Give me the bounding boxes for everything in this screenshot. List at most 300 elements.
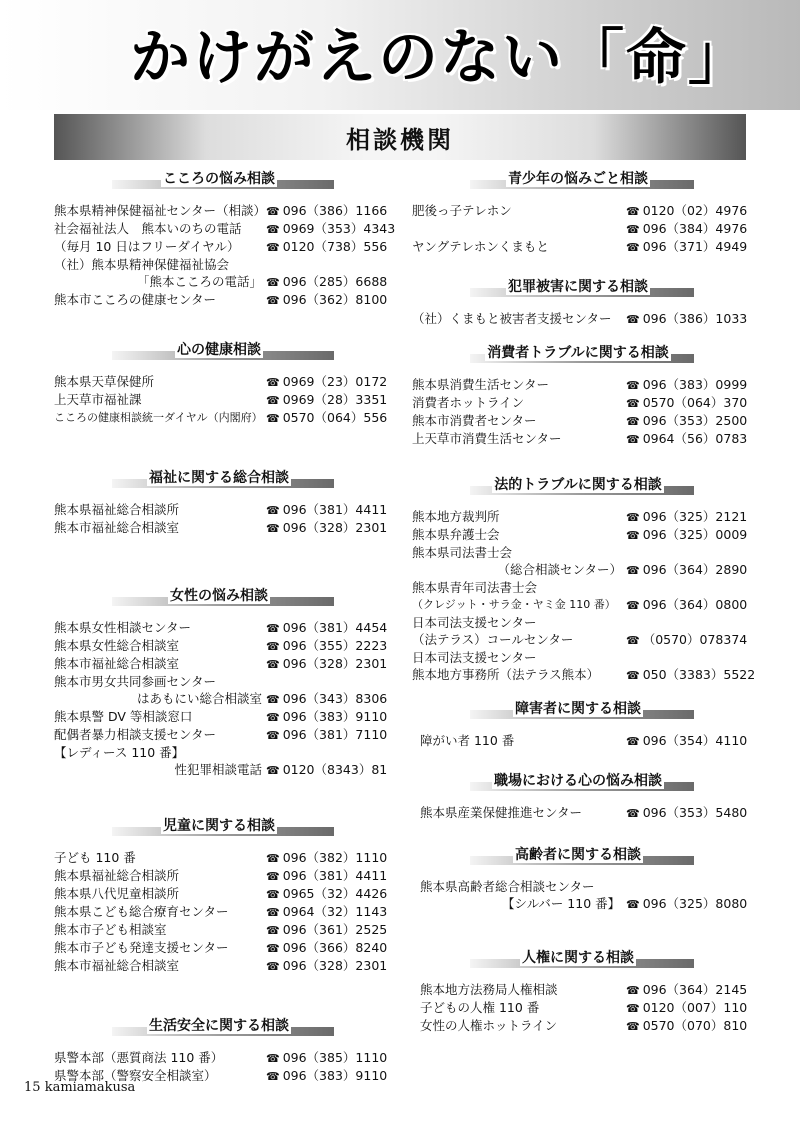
contact-phone (266, 238, 388, 256)
contact-row (412, 310, 748, 328)
contact-name: 熊本県高齢者総合相談センター (420, 879, 595, 894)
category-title-text: 犯罪被害に関する相談 (508, 279, 648, 295)
contact-name: （毎月 10 日はフリーダイヤル） (54, 239, 240, 254)
contact-name: 日本司法支援センター (412, 650, 537, 665)
phone-icon: ☎ (626, 599, 640, 612)
phone-icon: ☎ (626, 564, 640, 577)
phone-number: 0969（23）0172 (282, 374, 388, 389)
contact-name: 女性の人権ホットライン (420, 1018, 558, 1033)
phone-icon: ☎ (626, 735, 640, 748)
section-gap (412, 822, 744, 844)
contact-phone (626, 544, 744, 561)
section-gap (412, 256, 744, 276)
contact-name: 熊本地方裁判所 (412, 509, 500, 524)
contact-phone (266, 519, 388, 537)
phone-number: 0964（32）1143 (282, 904, 388, 919)
category-title-text: 女性の悩み相談 (170, 588, 268, 604)
contact-row (412, 981, 748, 999)
category-title (412, 698, 744, 718)
contact-row (412, 649, 744, 666)
contact-phone (266, 655, 388, 673)
phone-icon: ☎ (266, 412, 280, 425)
contact-row (412, 394, 748, 412)
phone-icon: ☎ (266, 376, 280, 389)
contact-row (412, 999, 748, 1017)
contact-phone (266, 921, 388, 939)
phone-number: 096（364）0800 (642, 597, 748, 612)
category-header (54, 168, 384, 194)
category-title-text: 生活安全に関する相談 (149, 1018, 289, 1034)
phone-number: 0120（02）4976 (642, 203, 748, 218)
contact-name: 熊本地方法務局人権相談 (420, 982, 558, 997)
phone-number: 096（383）9110 (282, 709, 388, 724)
page-title: かけがえのない「命」 (130, 23, 750, 93)
contact-phone (626, 412, 748, 430)
contact-name: 熊本県福祉総合相談所 (54, 868, 180, 883)
phone-number: 0120（8343）81 (282, 762, 388, 777)
contact-phone (266, 673, 384, 690)
contact-phone (626, 238, 748, 256)
phone-icon: ☎ (266, 870, 280, 883)
contact-row (412, 631, 748, 649)
contact-row (54, 1049, 388, 1067)
contact-row (54, 690, 388, 708)
contact-phone (266, 744, 384, 761)
category-header (54, 815, 384, 841)
category-title (412, 947, 744, 967)
phone-number: （0570）078374 (642, 632, 748, 647)
contact-name: 熊本県八代児童相談所 (54, 886, 180, 901)
contact-phone (626, 804, 748, 822)
contact-name: 熊本県警 DV 等相談窓口 (54, 709, 193, 724)
contact-phone (626, 614, 744, 631)
phone-number: 0120（007）110 (642, 1000, 748, 1015)
phone-icon: ☎ (266, 205, 280, 218)
category-header (412, 342, 744, 368)
contact-row (54, 726, 388, 744)
phone-number: 096（366）8240 (282, 940, 388, 955)
phone-icon: ☎ (626, 898, 640, 911)
phone-icon: ☎ (626, 529, 640, 542)
section-gap (412, 448, 744, 474)
contact-row (412, 804, 748, 822)
category-title (54, 467, 384, 487)
section-gap (412, 913, 744, 947)
contact-name: 熊本県天草保健所 (54, 374, 155, 389)
contact-phone (266, 939, 388, 957)
contact-row (412, 561, 748, 579)
contact-phone (266, 867, 388, 885)
category-header (412, 844, 744, 870)
contact-phone (626, 526, 748, 544)
phone-icon: ☎ (626, 415, 640, 428)
phone-icon: ☎ (266, 504, 280, 517)
phone-icon: ☎ (266, 276, 280, 289)
contact-row (412, 544, 744, 561)
phone-number: 0570（064）556 (282, 410, 388, 425)
right-column (412, 168, 756, 1035)
phone-icon: ☎ (266, 888, 280, 901)
contact-row (412, 412, 748, 430)
contact-row (54, 867, 388, 885)
category-header (412, 276, 744, 302)
phone-number: 0964（56）0783 (642, 431, 748, 446)
page-number: 15 (24, 1080, 41, 1095)
category-title-text: 人権に関する相談 (522, 950, 634, 966)
contact-row (54, 849, 388, 867)
phone-number: 096（384）4976 (642, 221, 748, 236)
phone-number: 096（285）6688 (282, 274, 388, 289)
contact-phone (266, 708, 388, 726)
contact-phone (626, 981, 748, 999)
contact-phone (266, 903, 388, 921)
contact-phone (266, 391, 388, 409)
category-title-text: 法的トラブルに関する相談 (494, 477, 662, 493)
contact-phone (626, 732, 748, 750)
contact-phone (266, 373, 388, 391)
contact-name: 熊本県こども総合療育センター (54, 904, 229, 919)
phone-number: 096（381）4411 (282, 502, 388, 517)
contact-phone (266, 637, 388, 655)
contact-row (412, 614, 744, 631)
phone-number: 050（3383）5522 (642, 667, 756, 682)
category-title (54, 168, 384, 188)
contact-phone (266, 1049, 388, 1067)
section-gap (54, 309, 384, 339)
contact-phone (626, 895, 748, 913)
contact-row (412, 878, 744, 895)
phone-icon: ☎ (266, 906, 280, 919)
contact-name: （クレジット・サラ金・ヤミ金 110 番） (412, 598, 616, 611)
contact-row (54, 939, 388, 957)
contact-phone (626, 508, 748, 526)
category-header (54, 339, 384, 365)
category-header (54, 467, 384, 493)
category-title (412, 844, 744, 864)
contact-row (412, 508, 748, 526)
category-title (412, 474, 744, 494)
phone-icon: ☎ (626, 511, 640, 524)
phone-icon: ☎ (266, 241, 280, 254)
contact-name: 配偶者暴力相談支援センター (54, 727, 217, 742)
contact-name: （社）くまもと被害者支援センター (412, 311, 612, 326)
contact-row (412, 526, 748, 544)
contact-name: 熊本県青年司法書士会 (412, 580, 538, 595)
category-title (412, 770, 744, 790)
contact-row (54, 501, 388, 519)
contact-name: 性犯罪相談電話 (174, 762, 262, 777)
contact-row (54, 903, 388, 921)
section-gap (412, 328, 744, 342)
contact-name: 熊本市福祉総合相談室 (54, 958, 180, 973)
phone-icon: ☎ (626, 223, 640, 236)
contact-phone (266, 885, 388, 903)
phone-number: 096（386）1166 (282, 203, 388, 218)
contact-row (412, 666, 756, 684)
contact-row (54, 708, 388, 726)
contact-name: 熊本市子ども相談室 (54, 922, 167, 937)
contact-phone (266, 957, 388, 975)
contact-phone (626, 376, 748, 394)
phone-number: 0969（28）3351 (282, 392, 388, 407)
contact-phone (626, 596, 748, 614)
section-title: 相談機関 (346, 125, 454, 154)
contact-name: 熊本県消費生活センター (412, 377, 550, 392)
contact-name: 社会福祉法人 熊本いのちの電話 (54, 221, 242, 236)
phone-icon: ☎ (626, 1002, 640, 1015)
contact-name: 熊本県司法書士会 (412, 545, 513, 560)
section-gap (54, 779, 384, 815)
section-banner (54, 114, 746, 160)
phone-number: 096（362）8100 (282, 292, 388, 307)
category-title (54, 585, 384, 605)
contact-row (54, 885, 388, 903)
contact-row (412, 895, 748, 913)
phone-icon: ☎ (266, 658, 280, 671)
contact-name: （総合相談センター） (497, 562, 622, 577)
contact-phone (266, 501, 388, 519)
contact-row (54, 519, 388, 537)
phone-icon: ☎ (266, 924, 280, 937)
contact-name: 熊本県精神保健福祉センター（相談） (54, 203, 266, 218)
phone-number: 096（353）2500 (642, 413, 748, 428)
contact-phone (266, 202, 388, 220)
contact-phone (626, 631, 748, 649)
phone-number: 096（371）4949 (642, 239, 748, 254)
phone-icon: ☎ (266, 1070, 280, 1083)
contact-row (54, 373, 388, 391)
brand-text: kamiamakusa (44, 1080, 136, 1095)
contact-phone (626, 394, 748, 412)
contact-name: 熊本市福祉総合相談室 (54, 656, 180, 671)
category-header (54, 1015, 384, 1041)
contact-name: 【シルバー 110 番】 (502, 896, 621, 911)
contact-row (54, 291, 388, 309)
contact-name: 上天草市福祉課 (54, 392, 142, 407)
phone-number: 096（364）2145 (642, 982, 748, 997)
phone-number: 096（386）1033 (642, 311, 748, 326)
phone-icon: ☎ (266, 729, 280, 742)
contact-name: 熊本市こころの健康センター (54, 292, 217, 307)
contact-row (54, 220, 396, 238)
contact-phone (626, 649, 744, 666)
contact-name: 県警本部（悪質商法 110 番） (54, 1050, 224, 1065)
left-column (54, 168, 396, 1085)
phone-icon: ☎ (626, 1020, 640, 1033)
phone-icon: ☎ (266, 640, 280, 653)
contact-phone (266, 220, 396, 238)
contact-name: 県警本部（警察安全相談室） (54, 1068, 217, 1083)
phone-icon: ☎ (266, 294, 280, 307)
contact-row (54, 637, 388, 655)
category-header (412, 947, 744, 973)
contact-name: 上天草市消費生活センター (412, 431, 562, 446)
contact-name: 障がい者 110 番 (420, 733, 515, 748)
contact-row (412, 430, 748, 448)
phone-number: 0965（32）4426 (282, 886, 388, 901)
contact-phone (266, 761, 388, 779)
contact-name: 熊本地方事務所（法テラス熊本） (412, 667, 600, 682)
category-title (54, 815, 384, 835)
contact-row (412, 596, 748, 614)
phone-icon: ☎ (626, 669, 640, 682)
contact-phone (266, 256, 384, 273)
contact-row (412, 732, 748, 750)
contact-name: こころの健康相談統一ダイヤル（内閣府） (54, 411, 263, 424)
phone-number: 096（381）4454 (282, 620, 388, 635)
category-title-text: 消費者トラブルに関する相談 (487, 345, 669, 361)
contact-row (54, 673, 384, 690)
contact-name: 消費者ホットライン (412, 395, 525, 410)
section-gap (54, 537, 384, 585)
category-header (412, 168, 744, 194)
category-title (412, 342, 744, 362)
contact-phone (266, 619, 388, 637)
phone-number: 096（328）2301 (282, 656, 388, 671)
contact-row (54, 238, 388, 256)
contact-name: 熊本市男女共同参画センター (54, 674, 217, 689)
contact-name: 日本司法支援センター (412, 615, 537, 630)
phone-number: 0570（064）370 (642, 395, 748, 410)
contact-phone (266, 726, 388, 744)
contact-phone (626, 666, 756, 684)
phone-number: 096（325）8080 (642, 896, 748, 911)
category-title-text: 青少年の悩みごと相談 (508, 171, 648, 187)
phone-number: 096（354）4110 (642, 733, 748, 748)
category-title (54, 1015, 384, 1035)
category-title-text: 職場における心の悩み相談 (494, 773, 662, 789)
contact-name: ヤングテレホンくまもと (412, 239, 549, 254)
phone-number: 096（381）7110 (282, 727, 388, 742)
phone-number: 0120（738）556 (282, 239, 388, 254)
contact-phone (266, 409, 388, 427)
phone-number: 096（355）2223 (282, 638, 388, 653)
phone-icon: ☎ (266, 942, 280, 955)
contact-row (54, 619, 388, 637)
contact-name: 【レディース 110 番】 (54, 745, 185, 760)
contact-name: 熊本市消費者センター (412, 413, 537, 428)
contact-row (412, 376, 748, 394)
phone-icon: ☎ (266, 852, 280, 865)
phone-icon: ☎ (266, 522, 280, 535)
contact-name: 熊本県女性総合相談室 (54, 638, 180, 653)
phone-number: 0969（353）4343 (282, 221, 396, 236)
section-gap (412, 750, 744, 770)
contact-phone (626, 220, 748, 238)
phone-icon: ☎ (626, 241, 640, 254)
phone-icon: ☎ (266, 693, 280, 706)
phone-icon: ☎ (626, 397, 640, 410)
section-gap (54, 427, 384, 467)
contact-phone (626, 561, 748, 579)
phone-icon: ☎ (626, 807, 640, 820)
phone-number: 0570（070）810 (642, 1018, 748, 1033)
phone-icon: ☎ (266, 223, 280, 236)
phone-number: 096（343）8306 (282, 691, 388, 706)
contact-name: はあもにい総合相談室 (136, 691, 262, 706)
contact-name: 子ども 110 番 (54, 850, 136, 865)
contact-row (54, 391, 388, 409)
section-gap (54, 975, 384, 1015)
phone-icon: ☎ (626, 433, 640, 446)
category-title-text: 高齢者に関する相談 (515, 847, 641, 863)
contact-name: 熊本県産業保健推進センター (420, 805, 583, 820)
phone-number: 096（382）1110 (282, 850, 388, 865)
phone-icon: ☎ (266, 711, 280, 724)
phone-number: 096（328）2301 (282, 520, 388, 535)
contact-row (54, 273, 388, 291)
contact-name: 肥後っ子テレホン (412, 203, 512, 218)
phone-number: 096（353）5480 (642, 805, 748, 820)
category-title (54, 339, 384, 359)
contact-name: 「熊本こころの電話」 (136, 274, 262, 289)
phone-number: 096（325）2121 (642, 509, 748, 524)
phone-icon: ☎ (266, 394, 280, 407)
category-title (412, 168, 744, 188)
contact-row (54, 744, 384, 761)
phone-icon: ☎ (626, 379, 640, 392)
contact-row (412, 238, 748, 256)
contact-name: 熊本県弁護士会 (412, 527, 500, 542)
contact-phone (626, 579, 744, 596)
phone-number: 096（385）1110 (282, 1050, 388, 1065)
contact-row (54, 957, 388, 975)
contact-phone (626, 310, 748, 328)
contact-phone (626, 1017, 748, 1035)
contact-phone (266, 291, 388, 309)
category-header (412, 698, 744, 724)
phone-number: 096（364）2890 (642, 562, 748, 577)
contact-phone (266, 849, 388, 867)
contact-phone (266, 273, 388, 291)
category-title-text: 福祉に関する総合相談 (149, 470, 289, 486)
phone-number: 096（328）2301 (282, 958, 388, 973)
contact-row (54, 655, 388, 673)
phone-icon: ☎ (266, 622, 280, 635)
contact-name: 子どもの人権 110 番 (420, 1000, 540, 1015)
category-title-text: 障害者に関する相談 (515, 701, 641, 717)
contact-name: 熊本市福祉総合相談室 (54, 520, 180, 535)
contact-phone (266, 690, 388, 708)
contact-row (412, 220, 748, 238)
section-gap (412, 684, 744, 698)
contact-row (54, 409, 388, 427)
phone-number: 096（383）9110 (282, 1068, 388, 1083)
phone-icon: ☎ (266, 1052, 280, 1065)
phone-icon: ☎ (626, 634, 640, 647)
category-title-text: 児童に関する相談 (163, 818, 275, 834)
phone-icon: ☎ (626, 205, 640, 218)
contact-row (412, 579, 744, 596)
contact-name: （法テラス）コールセンター (412, 632, 574, 647)
phone-number: 096（383）0999 (642, 377, 748, 392)
contact-name: 熊本県福祉総合相談所 (54, 502, 180, 517)
phone-icon: ☎ (626, 984, 640, 997)
phone-icon: ☎ (266, 960, 280, 973)
contact-phone (626, 202, 748, 220)
category-header (412, 770, 744, 796)
contact-phone (626, 999, 748, 1017)
page-footer (24, 1080, 135, 1095)
contact-row (54, 761, 388, 779)
category-title-text: こころの悩み相談 (163, 171, 275, 187)
category-header (412, 474, 744, 500)
category-header (54, 585, 384, 611)
phone-number: 096（361）2525 (282, 922, 388, 937)
phone-icon: ☎ (626, 313, 640, 326)
contact-row (54, 256, 384, 273)
contact-name: （社）熊本県精神保健福祉協会 (54, 257, 230, 272)
